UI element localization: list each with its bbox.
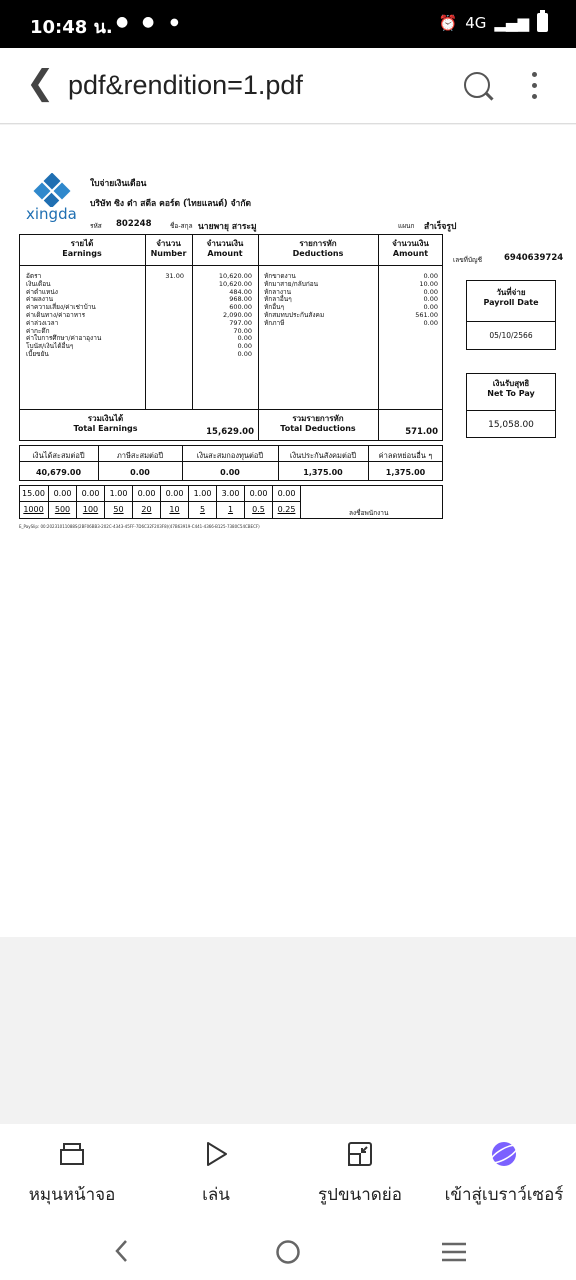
earnings-amounts-list: 10,620.00 10,620.00 484.00 968.00 600.00 2,090.00 797.00 70.00 0.00 0.00 0.00 [218,272,252,358]
ytd-header-tax: ภาษีสะสมต่อปี [116,451,164,460]
ytd-value-social-security: 1,375.00 [303,468,343,477]
employee-code: 802248 [116,219,152,229]
payslip-footer-id: E_PaySlip: 00:20231011088S(2BF06BB3-202C-4343-45FF-7D6C32F203F8)(47B63919-C441-4366-B125-7380C54CBECF) [19,524,260,529]
ytd-header-fund: เงินสะสมกองทุนต่อปี [196,451,264,460]
play-button[interactable] [144,1124,288,1222]
deduction-labels-list: หักขาดงาน หักมาสาย/กลับก่อน หักลางาน หักลาอื่นๆ หักอื่นๆ หักสมทบประกันสังคม หักภาษี [264,272,325,327]
department-value: สำเร็จรูป [424,222,457,232]
total-deductions-value: 571.00 [405,427,438,437]
app-bar [0,48,576,124]
ytd-header-allowance: ค่าลดหย่อนอื่น ๆ [378,451,433,460]
name-label: ชื่อ-สกุล [170,222,193,230]
clock: 10:48 น. [30,17,113,38]
total-earnings-value: 15,629.00 [206,427,254,437]
code-label: รหัส [90,222,102,230]
more-notifications-icon: ● [170,17,179,28]
pdf-page [0,125,576,937]
thumbnail-button[interactable] [288,1124,432,1222]
alarm-icon: ⏰ [438,13,458,32]
system-nav-bar [0,1222,576,1280]
signature-label: ลงชื่อพนักงาน [349,509,389,517]
company-name: บริษัท ซิง ต๋า สตีล คอร์ด (ไทยแลนด์) จำกัด [90,199,251,209]
payslip-title: ใบจ่ายเงินเดือน [90,179,147,189]
earnings-header: รายได้ Earnings [62,239,102,258]
ytd-value-income: 40,679.00 [35,468,82,477]
department-label: แผนก [398,222,415,230]
thumbnail-label: รูปขนาดย่อ [318,1185,402,1205]
open-browser-button[interactable] [432,1124,576,1222]
wechat-notification-icon: ● [142,14,155,30]
network-label: 4G [465,13,487,32]
amount-header: จำนวนเงิน Amount [206,239,244,258]
logo-text: xingda [26,205,77,223]
line-notification-icon: ● [116,14,129,30]
ytd-header-income: เงินได้สะสมต่อปี [32,451,85,460]
thumbnail-icon [346,1140,374,1168]
earnings-numbers-list: 31.00 [165,272,184,280]
document-title: pdf&rendition=1.pdf [68,70,303,100]
deduction-amounts-list: 0.00 10.00 0.00 0.00 0.00 561.00 0.00 [415,272,438,327]
net-to-pay-label: เงินรับสุทธิ Net To Pay [487,379,535,398]
back-arrow-icon[interactable]: ❮ [26,63,55,103]
status-bar [0,0,576,48]
denomination-counts-row: 15.00 0.00 0.00 1.00 0.00 0.00 1.00 3.00 0.00 0.00 [19,486,301,502]
ytd-value-tax: 0.00 [130,468,150,477]
battery-icon [537,13,548,32]
xingda-logo-icon [32,173,72,207]
nav-back-icon[interactable] [112,1238,132,1264]
rotate-screen-label: หมุนหน้าจอ [28,1185,116,1205]
employee-name: นายพายุ สาระมู [198,222,257,232]
search-icon[interactable] [464,72,490,98]
payroll-date-label: วันที่จ่าย Payroll Date [483,288,539,307]
open-browser-label: เข้าสู่เบราว์เซอร์ [444,1185,564,1205]
ytd-value-allowance: 1,375.00 [385,468,426,477]
bottom-toolbar [0,1124,576,1222]
rotate-screen-button[interactable] [0,1124,144,1222]
denominations-row: 1000 500 100 50 20 10 5 1 0.5 0.25 [19,502,301,518]
ytd-header-social-security: เงินประกันสังคมต่อปี [289,451,357,460]
signal-icon: ▂▄▆ [494,13,529,32]
more-options-icon[interactable] [532,72,538,105]
status-icons [439,13,548,32]
total-deductions-label: รวมรายการหัก Total Deductions [280,414,356,433]
play-label: เล่น [202,1185,230,1205]
total-earnings-label: รวมเงินได้ Total Earnings [73,414,138,433]
account-number: 6940639724 [504,253,564,263]
play-icon [202,1140,230,1168]
ytd-value-fund: 0.00 [220,468,240,477]
earnings-labels-list: อัตรา เงินเดือน ค่าตำแหน่ง ค่าผลงาน ค่าความเสี่ยง/ค่าเช่าบ้าน ค่าเดินทาง/ค่าอาหาร ค่าล่วงเวลา ค่ากะดึก ค่าใบการศึกษา/ค่าอาอุงาน โบนัส/เงินได้อื่นๆ เบี้ยขยัน [26,272,102,358]
deduction-amount-header: จำนวนเงิน Amount [392,239,429,258]
nav-recents-icon[interactable] [441,1241,467,1263]
rotate-icon [58,1140,86,1168]
net-to-pay-value: 15,058.00 [488,420,534,430]
number-header: จำนวน Number [150,239,187,258]
deductions-header: รายการหัก Deductions [292,239,344,258]
browser-planet-icon [490,1140,518,1168]
payroll-date-value: 05/10/2566 [489,331,533,340]
account-label: เลขที่บัญชี [453,256,483,264]
nav-home-icon[interactable] [275,1239,301,1265]
